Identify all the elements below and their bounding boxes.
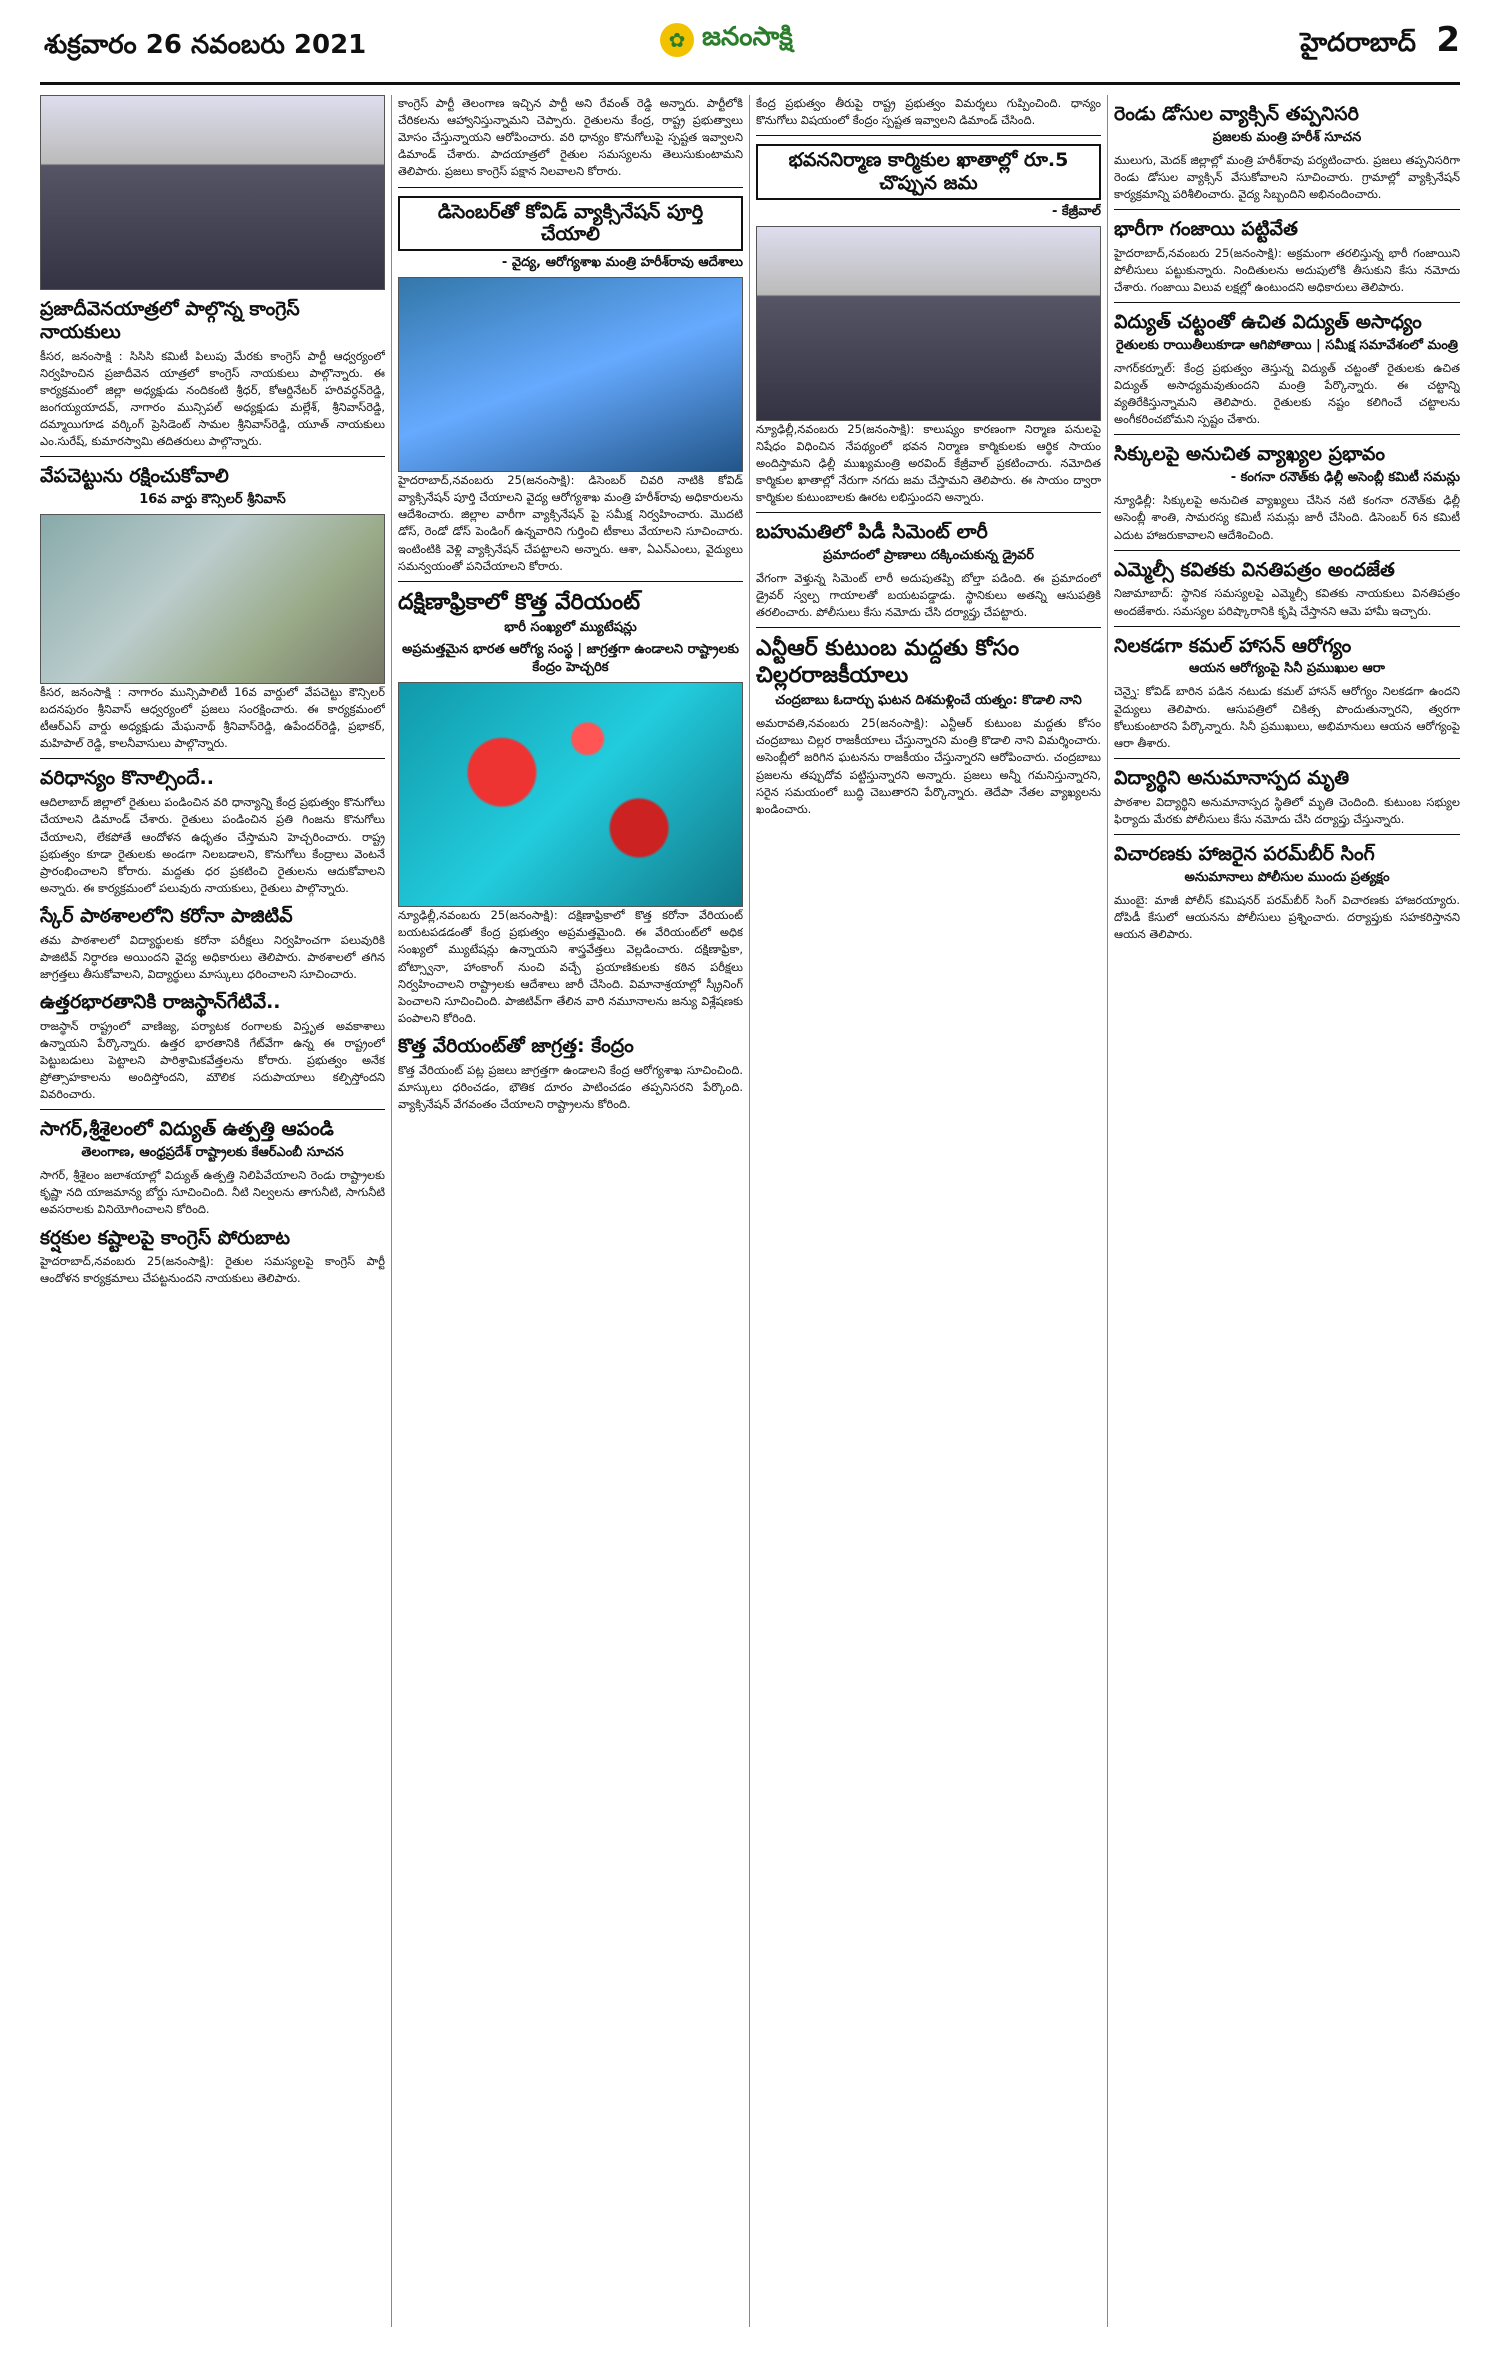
article-body: కీసర, జనంసాక్షి : నాగారం మున్సిపాలిటీ 16వ వార్డులో వేపచెట్టు కౌన్సిలర్ బదనపురం శ్రీనివాస్ ఆధ్వర్యంలో ప్రజలు సంరక్షించారు. ఈ కార్యక్రమంలో టీఆర్ఎస్ వార్డు అధ్యక్షుడు మేఘనాథ్ శ్రీనివాస్‌రెడ్డి, ఉపేందర్‌రెడ్డి, ప్రభాకర్, మహిపాల్ రెడ్డి, కాలనీవాసులు పాల్గొన్నారు. (40, 685, 385, 751)
article-body: ముంబై: మాజీ పోలీస్ కమిషనర్ పరమ్‌బీర్ సింగ్ విచారణకు హాజరయ్యారు. దోపిడీ కేసులో ఆయనను పోలీసులు ప్రశ్నించారు. దర్యాప్తుకు సహకరిస్తానని ఆయన తెలిపారు. (1114, 892, 1460, 941)
column-divider (1107, 95, 1108, 2327)
article-headline: భారీగా గంజాయి పట్టివేత (1114, 218, 1298, 241)
article-body: సాగర్, శ్రీశైలం జలాశయాల్లో విద్యుత్ ఉత్పత్తి నిలిపివేయాలని రెండు రాష్ట్రాలకు కృష్ణా నది యాజమాన్య బోర్డు సూచించింది. నీటి నిల్వలను తాగునీటి, సాగునీటి అవసరాలకు వినియోగించాలని కోరింది. (40, 1168, 385, 1217)
article-headline: సిక్కులపై అనుచిత వ్యాఖ్యల ప్రభావం (1114, 443, 1386, 466)
column-divider (391, 95, 392, 2327)
article-headline: దక్షిణాఫ్రికాలో కొత్త వేరియంట్ (398, 589, 641, 615)
article-body: కేంద్ర ప్రభుత్వం తీరుపై రాష్ట్ర ప్రభుత్వం విమర్శలు గుప్పించింది. ధాన్యం కొనుగోలు విషయంలో కేంద్రం స్పష్టత ఇవ్వాలని డిమాండ్ చేసింది. (756, 96, 1101, 128)
page-number: 2 (1436, 20, 1460, 60)
article-divider (40, 758, 385, 759)
article-body: ఆదిలాబాద్ జిల్లాలో రైతులు పండించిన వరి ధాన్యాన్ని కేంద్ర ప్రభుత్వం కొనుగోలు చేయాలని డిమాండ్ చేశారు. రైతులు పండించిన ప్రతి గింజను కొనుగోలు చేయాలని, లేకపోతే ఆందోళన ఉధృతం చేస్తామని హెచ్చరించారు. రాష్ట్ర ప్రభుత్వం కూడా రైతులకు అండగా నిలబడాలని, కొనుగోలు కేంద్రాలు వెంటనే ప్రారంభించాలని కోరారు. మద్దతు ధర ప్రకటించి రైతులను ఆదుకోవాలని అన్నారు. ఈ కార్యక్రమంలో పలువురు నాయకులు, రైతులు పాల్గొన్నారు. (40, 795, 385, 895)
article-headline: రెండు డోసుల వ్యాక్సిన్ తప్పనిసరి (1114, 103, 1359, 125)
article-body: నిజామాబాద్: స్థానిక సమస్యలపై ఎమ్మెల్సీ కవితకు నాయకులు వినతిపత్రం అందజేశారు. సమస్యల పరిష్కారానికి కృషి చేస్తానని ఆమె హామీ ఇచ్చారు. (1114, 586, 1460, 618)
newspaper-name: జనంసాక్షి (702, 22, 793, 52)
column-2 (398, 95, 743, 2327)
article-body: నాగర్‌కర్నూల్: కేంద్ర ప్రభుత్వం తెస్తున్న విద్యుత్ చట్టంతో రైతులకు ఉచిత విద్యుత్ అసాధ్యమవుతుందని మంత్రి పేర్కొన్నారు. ఈ చట్టాన్ని వ్యతిరేకిస్తున్నామని తెలిపారు. రైతులకు నష్టం కలిగించే చట్టాలను అంగీకరించబోమని స్పష్టం చేశారు. (1114, 361, 1460, 427)
article-kicker: - కేజ్రీవాల్ (1051, 203, 1101, 219)
article-body: పాఠశాల విద్యార్థిని అనుమానాస్పద స్థితిలో మృతి చెందింది. కుటుంబ సభ్యుల ఫిర్యాదు మేరకు పోలీసులు కేసు నమోదు చేసి దర్యాప్తు చేస్తున్నారు. (1114, 794, 1460, 826)
article-divider (40, 456, 385, 457)
article-divider (398, 187, 743, 188)
newspaper-brand (660, 22, 793, 58)
article-headline: డిసెంబర్‌తో కోవిడ్ వ్యాక్సినేషన్ పూర్తి చేయాలి (398, 196, 743, 252)
article-divider (756, 512, 1101, 513)
article-headline: స్కేర్ పాఠశాలలోని కరోనా పాజిటివ్ (40, 904, 293, 927)
article-divider (1114, 758, 1460, 759)
article-divider (40, 1109, 385, 1110)
article-headline: నిలకడగా కమల్ హాసన్ ఆరోగ్యం (1114, 634, 1352, 657)
minister-photo (398, 277, 743, 472)
tree-photo (40, 514, 385, 684)
article-divider (1114, 302, 1460, 303)
article-divider (1114, 834, 1460, 835)
column-divider (749, 95, 750, 2327)
sunflower-logo-icon: ✿ (660, 23, 694, 57)
article-body: కొత్త వేరియంట్ పట్ల ప్రజలు జాగ్రత్తగా ఉండాలని కేంద్ర ఆరోగ్యశాఖ సూచించింది. మాస్కులు ధరించడం, భౌతిక దూరం పాటించడం తప్పనిసరని పేర్కొంది. వ్యాక్సినేషన్ వేగవంతం చేయాలని రాష్ట్రాలను కోరింది. (398, 1062, 743, 1111)
article-subhead: రైతులకు రాయితీలుకూడా ఆగిపోతాయి | సమీక్ష సమావేశంలో మంత్రి (1116, 338, 1458, 354)
article-subhead: తెలంగాణ, ఆంధ్రప్రదేశ్ రాష్ట్రాలకు కేఆర్‌ఎంబీ సూచన (81, 1145, 344, 1161)
edition-city: హైదరాబాద్ (1300, 28, 1416, 58)
article-divider (1114, 209, 1460, 210)
article-divider (756, 627, 1101, 628)
article-headline: ఎన్టీఆర్ కుటుంబ మద్దతు కోసం చిల్లరరాజకీయాలు (756, 636, 1020, 688)
article-headline: వేపచెట్టును రక్షించుకోవాలి (40, 465, 229, 488)
article-subhead: 16వ వార్డు కౌన్సిలర్ శ్రీనివాస్ (139, 492, 286, 508)
masthead (0, 0, 1500, 92)
article-headline: విద్యుత్ చట్టంతో ఉచిత విద్యుత్ అసాధ్యం (1114, 311, 1422, 334)
article-body: హైదరాబాద్,నవంబరు 25(జనంసాక్షి): అక్రమంగా తరలిస్తున్న భారీ గంజాయిని పోలీసులు పట్టుకున్నారు. నిందితులను అదుపులోకి తీసుకుని కేసు నమోదు చేశారు. గంజాయి విలువ లక్షల్లో ఉంటుందని అధికారులు తెలిపారు. (1114, 245, 1460, 295)
article-body: తమ పాఠశాలలో విద్యార్థులకు కరోనా పరీక్షలు నిర్వహించగా పలువురికి పాజిటివ్ నిర్ధారణ అయిందని వైద్య అధికారులు తెలిపారు. పాఠశాలలో తగిన జాగ్రత్తలు తీసుకోవాలని, విద్యార్థులు మాస్కులు ధరించాలని సూచించారు. (40, 932, 385, 981)
column-4 (1114, 95, 1460, 2327)
article-headline: బహుమతిలో పిడీ సిమెంట్ లారీ (756, 521, 988, 544)
article-divider (1114, 434, 1460, 435)
article-subhead: ప్రజలకు మంత్రి హరీశ్ సూచన (1212, 129, 1362, 145)
article-divider (1114, 626, 1460, 627)
article-headline: వరిధాన్యం కొనాల్సిందే.. (40, 767, 214, 790)
article-body: న్యూఢిల్లీ,నవంబరు 25(జనంసాక్షి): దక్షిణాఫ్రికాలో కొత్త కరోనా వేరియంట్ బయటపడడంతో కేంద్ర ప్రభుత్వం అప్రమత్తమైంది. ఈ వేరియంట్‌లో అధిక సంఖ్యలో మ్యుటేషన్లు ఉన్నాయని శాస్త్రవేత్తలు వెల్లడించారు. దక్షిణాఫ్రికా, బోట్స్వానా, హాంకాంగ్ నుంచి వచ్చే ప్రయాణికులకు కఠిన పరీక్షలు నిర్వహించాలని రాష్ట్రాలకు ఆదేశాలు జారీ చేసింది. విమానాశ్రయాల్లో స్క్రీనింగ్ పెంచాలని సూచించింది. పాజిటివ్‌గా తేలిన వారి నమూనాలను జన్యు విశ్లేషణకు పంపాలని కోరింది. (398, 908, 743, 1025)
rally-photo (40, 95, 385, 290)
article-headline: విచారణకు హాజరైన పరమ్‌బీర్ సింగ్ (1114, 842, 1375, 865)
article-subhead: చంద్రబాబు ఓదార్చు ఘటన దిశమళ్లించే యత్నం: కొడాలి నాని (775, 693, 1082, 709)
article-headline: కొత్త వేరియంట్‌తో జాగ్రత్త: కేంద్రం (398, 1034, 634, 1057)
article-body: న్యూఢిల్లీ,నవంబరు 25(జనంసాక్షి): కాలుష్యం కారణంగా నిర్మాణ పనులపై నిషేధం విధించిన నేపథ్యంలో భవన నిర్మాణ కార్మికులకు ఆర్థిక సాయం అందిస్తామని ఢిల్లీ ముఖ్యమంత్రి అరవింద్ కేజ్రీవాల్ ప్రకటించారు. నమోదిత కార్మికుల ఖాతాల్లో నేరుగా నగదు జమ చేస్తామని తెలిపారు. ఈ సాయం ద్వారా కార్మికుల కుటుంబాలకు ఊరట లభిస్తుందని అన్నారు. (756, 421, 1101, 505)
article-body: కీసర, జనంసాక్షి : సిసిసి కమిటీ పిలుపు మేరకు కాంగ్రెస్ పార్టీ ఆధ్వర్యంలో నిర్వహించిన ప్రజాదీవెన యాత్రలో కాంగ్రెస్ నాయకులు పాల్గొన్నారు. ఈ కార్యక్రమంలో జిల్లా అధ్యక్షుడు నందికంటి శ్రీధర్, కోఆర్డినేటర్ హరివర్ధన్‌రెడ్డి, జంగయ్యయాదవ్, నాగారం మున్సిపల్ అధ్యక్షుడు మల్లేశ్, శ్రీనివాస్‌రెడ్డి, దమ్మాయిగూడ వర్కింగ్ ప్రెసిడెంట్ సామల శ్రీనివాస్‌రెడ్డి, యూత్ నాయకులు ఎం.సురేష్, కుమారస్వామి తదితరులు పాల్గొన్నారు. (40, 348, 385, 449)
article-body: అమరావతి,నవంబరు 25(జనంసాక్షి): ఎన్టీఆర్ కుటుంబ మద్దతు కోసం చంద్రబాబు చిల్లర రాజకీయాలు చేస్తున్నారని మంత్రి కొడాలి నాని విమర్శించారు. అసెంబ్లీలో జరిగిన ఘటనను రాజకీయం చేస్తున్నారని ఆరోపించారు. చంద్రబాబు ప్రజలను తప్పుదోవ పట్టిస్తున్నారని అన్నారు. ప్రజలు అన్నీ గమనిస్తున్నారని, సరైన సమయంలో బుద్ధి చెబుతారని పేర్కొన్నారు. తెదేపా నేతల వ్యాఖ్యలను ఖండించారు. (756, 716, 1101, 816)
article-subhead: ప్రమాదంలో ప్రాణాలు దక్కించుకున్న డ్రైవర్ (823, 548, 1034, 564)
article-subhead: అనుమానాలు పోలీసుల ముందు ప్రత్యక్షం (1184, 869, 1390, 885)
article-body: వేగంగా వెళ్తున్న సిమెంట్ లారీ అదుపుతప్పి బోల్తా పడింది. ఈ ప్రమాదంలో డ్రైవర్ స్వల్ప గాయాలతో బయటపడ్డాడు. స్థానికులు అతన్ని ఆసుపత్రికి తరలించారు. పోలీసులు కేసు నమోదు చేసి దర్యాప్తు చేపట్టారు. (756, 571, 1101, 620)
article-subhead: ఆయన ఆరోగ్యంపై సినీ ప్రముఖుల ఆరా (1189, 661, 1385, 677)
article-headline: భవననిర్మాణ కార్మికుల ఖాతాల్లో రూ.5 చొప్పున జమ (756, 144, 1101, 200)
masthead-rule (40, 82, 1460, 85)
article-headline: ప్రజాదీవెనయాత్రలో పాల్గొన్న కాంగ్రెస్ నాయకులు (40, 298, 300, 343)
article-kicker: భారీ సంఖ్యలో మ్యుటేషన్లు (504, 620, 637, 636)
article-headline: కర్షకుల కష్టాలపై కాంగ్రెస్ పోరుబాట (40, 1226, 291, 1249)
article-divider (756, 135, 1101, 136)
article-body: కాంగ్రెస్ పార్టీ తెలంగాణ ఇచ్చిన పార్టీ అని రేవంత్ రెడ్డి అన్నారు. పార్టీలోకి చేరికలను ఆహ్వానిస్తున్నామని చెప్పారు. రైతులను కేంద్ర, రాష్ట్ర ప్రభుత్వాలు మోసం చేస్తున్నాయని ఆరోపించారు. వరి ధాన్యం కొనుగోలుపై స్పష్టత ఇవ్వాలని డిమాండ్ చేశారు. పాదయాత్రలో రైతుల సమస్యలను తెలుసుకుంటామని తెలిపారు. ప్రజలు కాంగ్రెస్ పక్షాన నిలవాలని కోరారు. (398, 96, 743, 179)
column-3 (756, 95, 1101, 2327)
article-subhead: అప్రమత్తమైన భారత ఆరోగ్య సంస్థ | జాగ్రత్తగా ఉండాలని రాష్ట్రాలకు కేంద్రం హెచ్చరిక (402, 642, 739, 676)
article-kicker: - కంగనా రనౌత్‌కు ఢిల్లీ అసెంబ్లీ కమిటీ సమన్లు (1230, 470, 1460, 486)
article-body: ములుగు, మెదక్ జిల్లాల్లో మంత్రి హరీశ్‌రావు పర్యటించారు. ప్రజలు తప్పనిసరిగా రెండు డోసుల వ్యాక్సిన్ వేసుకోవాలని సూచించారు. గ్రామాల్లో వ్యాక్సినేషన్ కార్యక్రమాన్ని పరిశీలించారు. వైద్య సిబ్బందిని అభినందించారు. (1114, 152, 1460, 202)
article-body: రాజస్థాన్ రాష్ట్రంలో వాణిజ్య, పర్యాటక రంగాలకు విస్తృత అవకాశాలు ఉన్నాయని పేర్కొన్నారు. ఉత్తర భారతానికి గేట్‌వేగా ఉన్న ఈ రాష్ట్రంలో పెట్టుబడులు పెట్టాలని పారిశ్రామికవేత్తలను కోరారు. ప్రభుత్వం అనేక ప్రోత్సాహకాలను అందిస్తోందని, మౌలిక సదుపాయాలు కల్పిస్తోందని వివరించారు. (40, 1018, 385, 1102)
article-divider (1114, 550, 1460, 551)
article-body: న్యూఢిల్లీ: సిక్కులపై అనుచిత వ్యాఖ్యలు చేసిన నటి కంగనా రనౌత్‌కు ఢిల్లీ అసెంబ్లీ శాంతి, సామరస్య కమిటీ సమన్లు జారీ చేసింది. డిసెంబర్ 6న కమిటీ ఎదుట హాజరుకావాలని ఆదేశించింది. (1114, 493, 1460, 542)
article-kicker: - వైద్య, ఆరోగ్యశాఖ మంత్రి హరీశ్‌రావు ఆదేశాలు (501, 255, 743, 271)
article-headline: ఉత్తరభారతానికి రాజస్థాన్‌గేటివే.. (40, 991, 281, 1014)
article-body: చెన్నై: కోవిడ్ బారిన పడిన నటుడు కమల్ హాసన్ ఆరోగ్యం నిలకడగా ఉందని వైద్యులు తెలిపారు. ఆసుపత్రిలో చికిత్స పొందుతున్నారని, త్వరగా కోలుకుంటారని పేర్కొన్నారు. సినీ ప్రముఖులు, అభిమానులు ఆయన ఆరోగ్యంపై ఆరా తీశారు. (1114, 684, 1460, 750)
article-headline: విద్యార్థిని అనుమానాస్పద మృతి (1114, 766, 1350, 789)
article-body: హైదరాబాద్,నవంబరు 25(జనంసాక్షి): రైతుల సమస్యలపై కాంగ్రెస్ పార్టీ ఆందోళన కార్యక్రమాలు చేపట్టనుందని నాయకులు తెలిపారు. (40, 1254, 385, 1286)
article-divider (398, 581, 743, 582)
article-headline: సాగర్,శ్రీశైలంలో విద్యుత్ ఉత్పత్తి ఆపండి (40, 1118, 334, 1141)
virus-illustration (398, 682, 743, 907)
press-conference-photo (756, 226, 1101, 421)
article-headline: ఎమ్మెల్సీ కవితకు వినతిపత్రం అందజేత (1114, 558, 1395, 581)
issue-date: శుక్రవారం 26 నవంబరు 2021 (44, 30, 367, 60)
article-body: హైదరాబాద్,నవంబరు 25(జనంసాక్షి): డిసెంబర్ చివరి నాటికి కోవిడ్ వ్యాక్సినేషన్ పూర్తి చేయాలని వైద్య ఆరోగ్యశాఖ మంత్రి హరీశ్‌రావు అధికారులను ఆదేశించారు. జిల్లాల వారీగా వ్యాక్సినేషన్ పై సమీక్ష నిర్వహించారు. మొదటి డోస్, రెండో డోస్ పెండింగ్ ఉన్నవారిని గుర్తించి టీకాలు వేయాలని సూచించారు. ఇంటింటికి వెళ్లి వ్యాక్సినేషన్ చేపట్టాలని అన్నారు. ఆశా, ఏఎన్ఎంలు, వైద్యులు సమన్వయంతో పనిచేయాలని కోరారు. (398, 473, 743, 573)
column-1 (40, 95, 385, 2327)
